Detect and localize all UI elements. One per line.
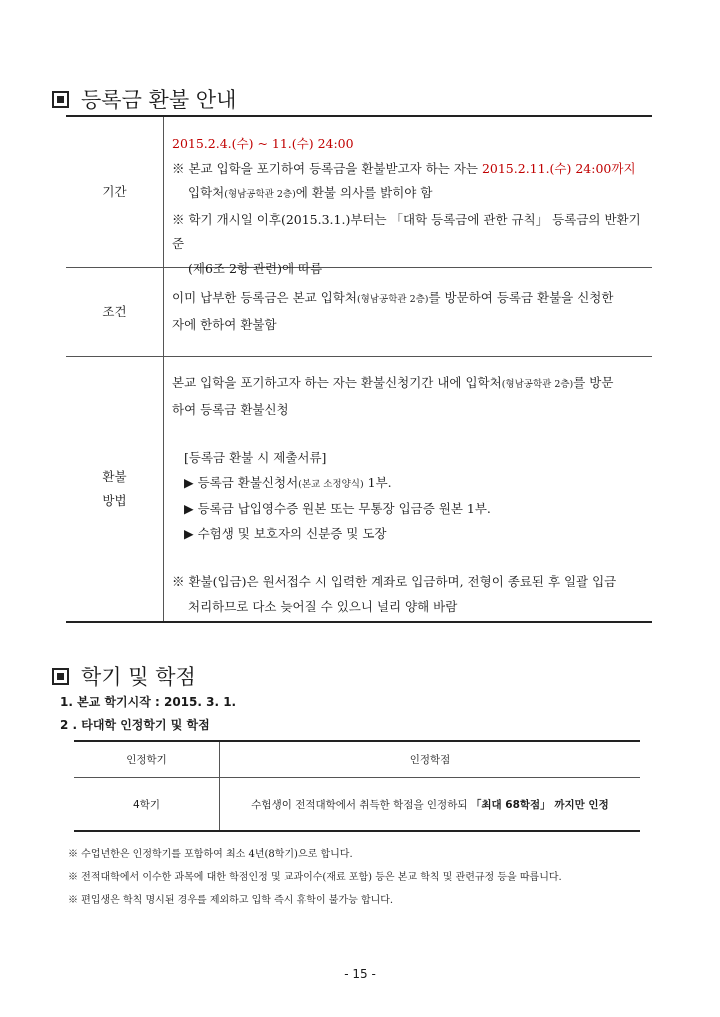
row-label-period: 기간 <box>66 117 164 267</box>
section-title-text: 학기 및 학점 <box>81 665 196 689</box>
square-bullet-icon <box>52 668 69 685</box>
semester-start-note: ※ 학기 개시일 이후(2015.3.1.)부터는 「대학 등록금에 관한 규칙」 등록금의 반환기준 <box>172 211 641 251</box>
refund-period-dates: 2015.2.4.(수) ~ 11.(수) 24:00 <box>172 136 354 151</box>
required-docs-title: [등록금 환불 시 제출서류] <box>184 450 327 465</box>
note-credit-recognition: ※ 전적대학에서 이수한 과목에 대한 학점인정 및 교과이수(재료 포함) 등은 본교 학칙 및 관련규정 등을 따릅니다. <box>68 872 562 883</box>
note-study-years: ※ 수업년한은 인정학기를 포함하여 최소 4년(8학기)으로 합니다. <box>68 849 353 860</box>
cell-credit: 수험생이 전적대학에서 취득한 학점을 인정하되 「최대 68학점」 까지만 인정 <box>251 798 609 811</box>
credit-table <box>74 740 640 832</box>
refund-deadline-note-cont: 입학처(형남공학관 2층)에 환불 의사를 밝히야 함 <box>188 185 433 200</box>
max-credit: 「최대 68학점」 까지만 인정 <box>470 798 609 811</box>
refund-table <box>66 115 652 623</box>
cell-semester: 4학기 <box>74 778 220 830</box>
condition-text: 이미 납부한 등록금은 본교 입학처(형남공학관 2층)를 방문하여 등록금 환불을 신청한 <box>172 290 614 305</box>
square-bullet-icon <box>52 91 69 108</box>
table-row-condition <box>66 268 652 357</box>
row-content-condition <box>164 268 652 356</box>
table-row-period <box>66 117 652 276</box>
row-label-method: 환불 방법 <box>66 357 164 621</box>
table-row <box>74 778 640 830</box>
header-credit: 인정학점 <box>409 754 451 766</box>
required-doc-item: ▶ 등록금 환불신청서(본교 소정양식) 1부. <box>184 474 392 490</box>
transfer-credit-item: 2 . 타대학 인정학기 및 학점 <box>60 718 210 732</box>
refund-deadline-note: ※ 본교 입학을 포기하여 등록금을 환불받고자 하는 자는 2015.2.11.(수) 24:00까지 <box>172 160 636 176</box>
section-title-semester <box>52 661 196 691</box>
table-row-method <box>66 357 652 621</box>
note-leave-restriction: ※ 편입생은 학칙 명시된 경우를 제외하고 입학 즉시 휴학이 불가능 합니다. <box>68 895 394 906</box>
refund-deadline: 2015.2.11.(수) 24:00까지 <box>481 160 636 176</box>
method-text-cont: 하여 등록금 환불신청 <box>172 401 289 417</box>
required-doc-item: ▶ 수험생 및 보호자의 신분증 및 도장 <box>184 525 387 541</box>
semester-start-item: 1. 본교 학기시작 : 2015. 3. 1. <box>60 695 237 709</box>
condition-text-cont: 자에 한하여 환불함 <box>172 316 277 332</box>
page-number: - 15 - <box>344 967 376 981</box>
row-content-method <box>164 357 652 621</box>
refund-deposit-note-cont: 처리하므로 다소 늦어질 수 있으니 널리 양해 바람 <box>188 598 458 614</box>
required-doc-item: ▶ 등록금 납입영수증 원본 또는 무통장 입금증 원본 1부. <box>184 501 491 516</box>
row-content-period <box>164 117 652 276</box>
section-title-text: 등록금 환불 안내 <box>81 88 237 112</box>
semester-start-note-cont: (제6조 2항 관련)에 따름 <box>188 260 323 276</box>
header-semester: 인정학기 <box>74 742 220 777</box>
section-title-refund <box>52 84 236 114</box>
table-header-row <box>74 742 640 778</box>
method-text: 본교 입학을 포기하고자 하는 자는 환불신청기간 내에 입학처(형남공학관 2층)를 방문 <box>172 375 614 390</box>
row-label-condition: 조건 <box>66 268 164 356</box>
refund-deposit-note: ※ 환불(입금)은 원서접수 시 입력한 계좌로 입금하며, 전형이 종료된 후 일괄 입금 <box>172 574 617 589</box>
